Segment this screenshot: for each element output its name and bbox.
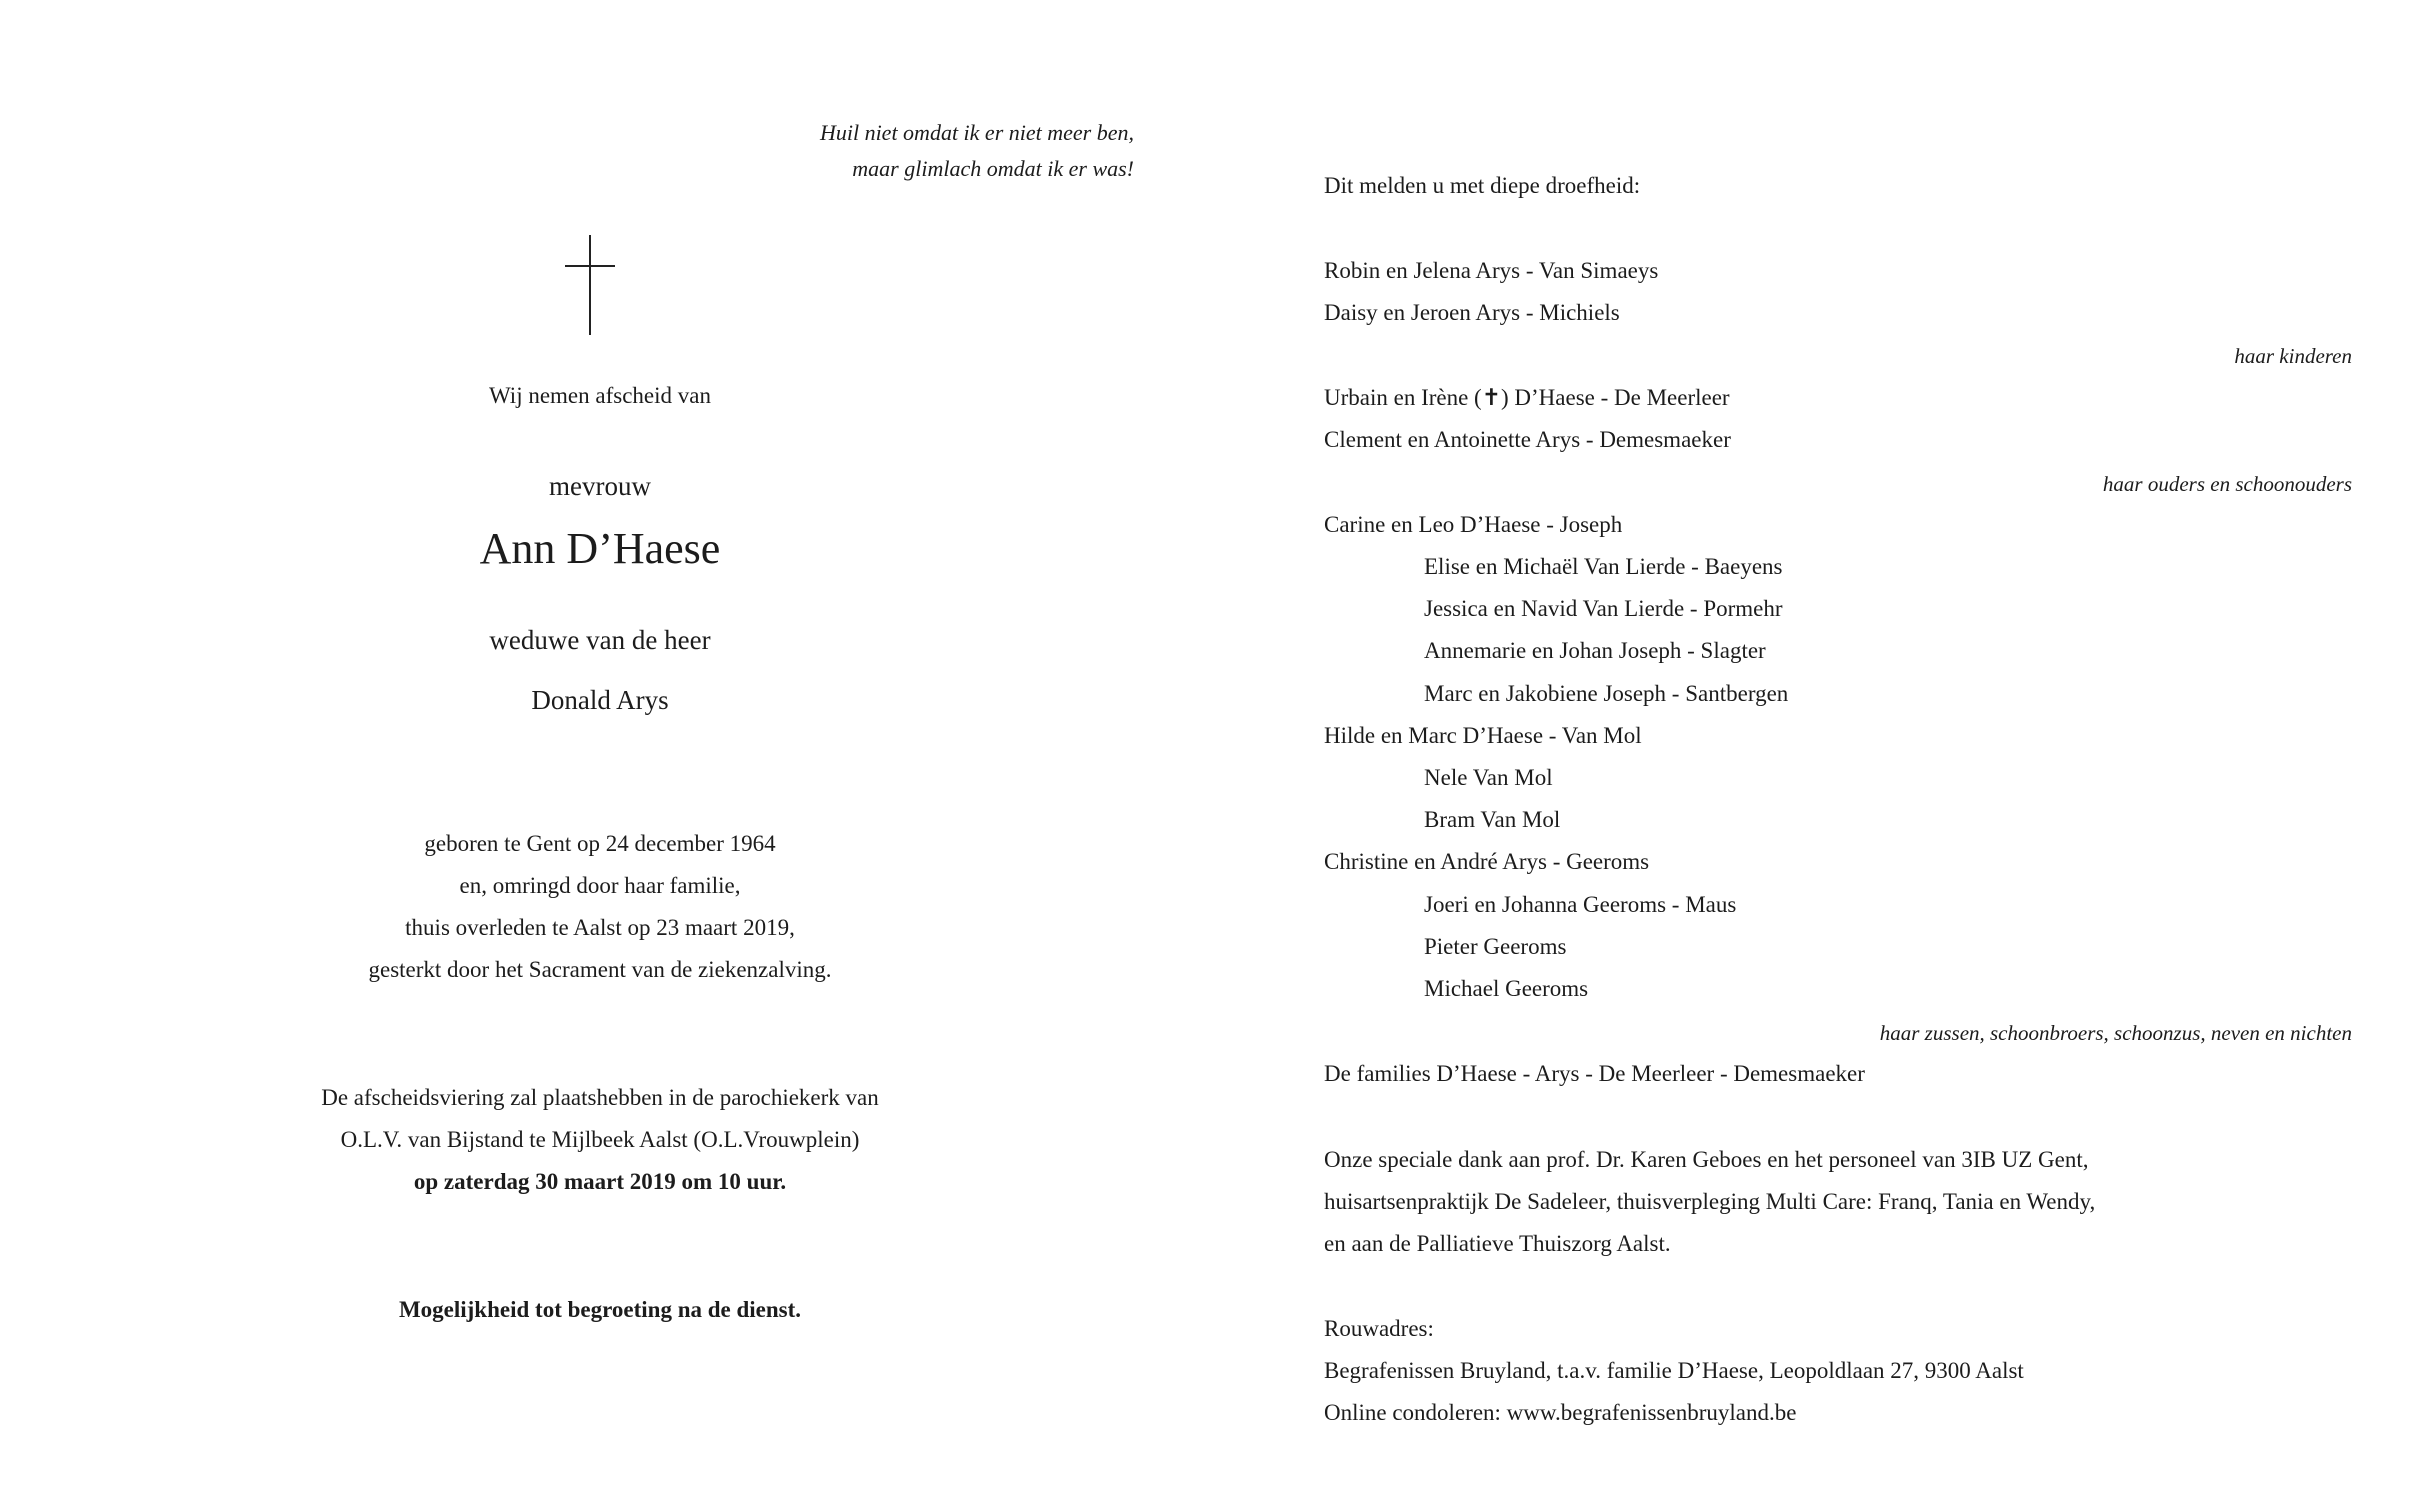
nephew-entry: Bram Van Mol (1424, 807, 1561, 832)
service-date: op zaterdag 30 maart 2019 om 10 uur. (413, 1169, 787, 1194)
spouse-name: Donald Arys (531, 685, 669, 715)
online-condolence[interactable]: Online condoleren: www.begrafenissenbruyland.be (1324, 1400, 1797, 1425)
nephew-entry: Annemarie en Johan Joseph - Slagter (1424, 638, 1766, 663)
deceased-name: Ann D’Haese (479, 524, 721, 573)
nephew-entry: Joeri en Johanna Geeroms - Maus (1424, 892, 1737, 917)
nephew-entry: Jessica en Navid Van Lierde - Pormehr (1424, 596, 1783, 621)
nephew-entry: Pieter Geeroms (1424, 934, 1567, 959)
thanks-line-2: huisartsenpraktijk De Sadeleer, thuisverpleging Multi Care: Franq, Tania en Wendy, (1324, 1189, 2096, 1214)
relation-text: weduwe van de heer (489, 625, 711, 655)
service-line-1: De afscheidsviering zal plaatshebben in de parochiekerk van (321, 1085, 879, 1110)
children-label: haar kinderen (2234, 344, 2352, 368)
intro-text: Wij nemen afscheid van (489, 383, 711, 408)
life-line-2: en, omringd door haar familie, (459, 873, 741, 898)
quote-line-2: maar glimlach omdat ik er was! (852, 156, 1134, 181)
nephew-entry: Michael Geeroms (1424, 976, 1589, 1001)
parent-2: Clement en Antoinette Arys - Demesmaeker (1324, 427, 1731, 452)
thanks-line-3: en aan de Palliatieve Thuiszorg Aalst. (1324, 1231, 1671, 1256)
nephew-entry: Marc en Jakobiene Joseph - Santbergen (1424, 681, 1789, 706)
parents-label: haar ouders en schoonouders (2102, 472, 2352, 496)
life-line-3: thuis overleden te Aalst op 23 maart 2019, (405, 915, 795, 940)
nephew-entry: Elise en Michaël Van Lierde - Baeyens (1424, 554, 1783, 579)
quote-line-1: Huil niet omdat ik er niet meer ben, (819, 120, 1134, 145)
child-2: Daisy en Jeroen Arys - Michiels (1324, 300, 1620, 325)
address-label: Rouwadres: (1324, 1316, 1434, 1341)
families-line: De families D’Haese - Arys - De Meerleer - Demesmaeker (1324, 1061, 1865, 1086)
service-line-2: O.L.V. van Bijstand te Mijlbeek Aalst (O.L.Vrouwplein) (340, 1127, 860, 1152)
sibling-entry: Christine en André Arys - Geeroms (1324, 849, 1650, 874)
nephew-entry: Nele Van Mol (1424, 765, 1553, 790)
sibling-entry: Carine en Leo D’Haese - Joseph (1324, 512, 1623, 537)
condolence-note: Mogelijkheid tot begroeting na de dienst. (398, 1297, 802, 1322)
siblings-label: haar zussen, schoonbroers, schoonzus, neven en nichten (1879, 1021, 2352, 1045)
cross-icon (565, 235, 615, 335)
address-line: Begrafenissen Bruyland, t.a.v. familie D’Haese, Leopoldlaan 27, 9300 Aalst (1324, 1358, 2024, 1383)
life-line-4: gesterkt door het Sacrament van de ziekenzalving. (368, 957, 832, 982)
deceased-title: mevrouw (549, 471, 651, 501)
child-1: Robin en Jelena Arys - Van Simaeys (1324, 258, 1659, 283)
life-line-1: geboren te Gent op 24 december 1964 (424, 831, 776, 856)
sibling-entry: Hilde en Marc D’Haese - Van Mol (1324, 723, 1642, 748)
parent-1: Urbain en Irène (✝) D’Haese - De Meerleer (1324, 385, 1730, 410)
thanks-line-1: Onze speciale dank aan prof. Dr. Karen Geboes en het personeel van 3IB UZ Gent, (1324, 1147, 2089, 1172)
announcement-intro: Dit melden u met diepe droefheid: (1324, 173, 1641, 198)
